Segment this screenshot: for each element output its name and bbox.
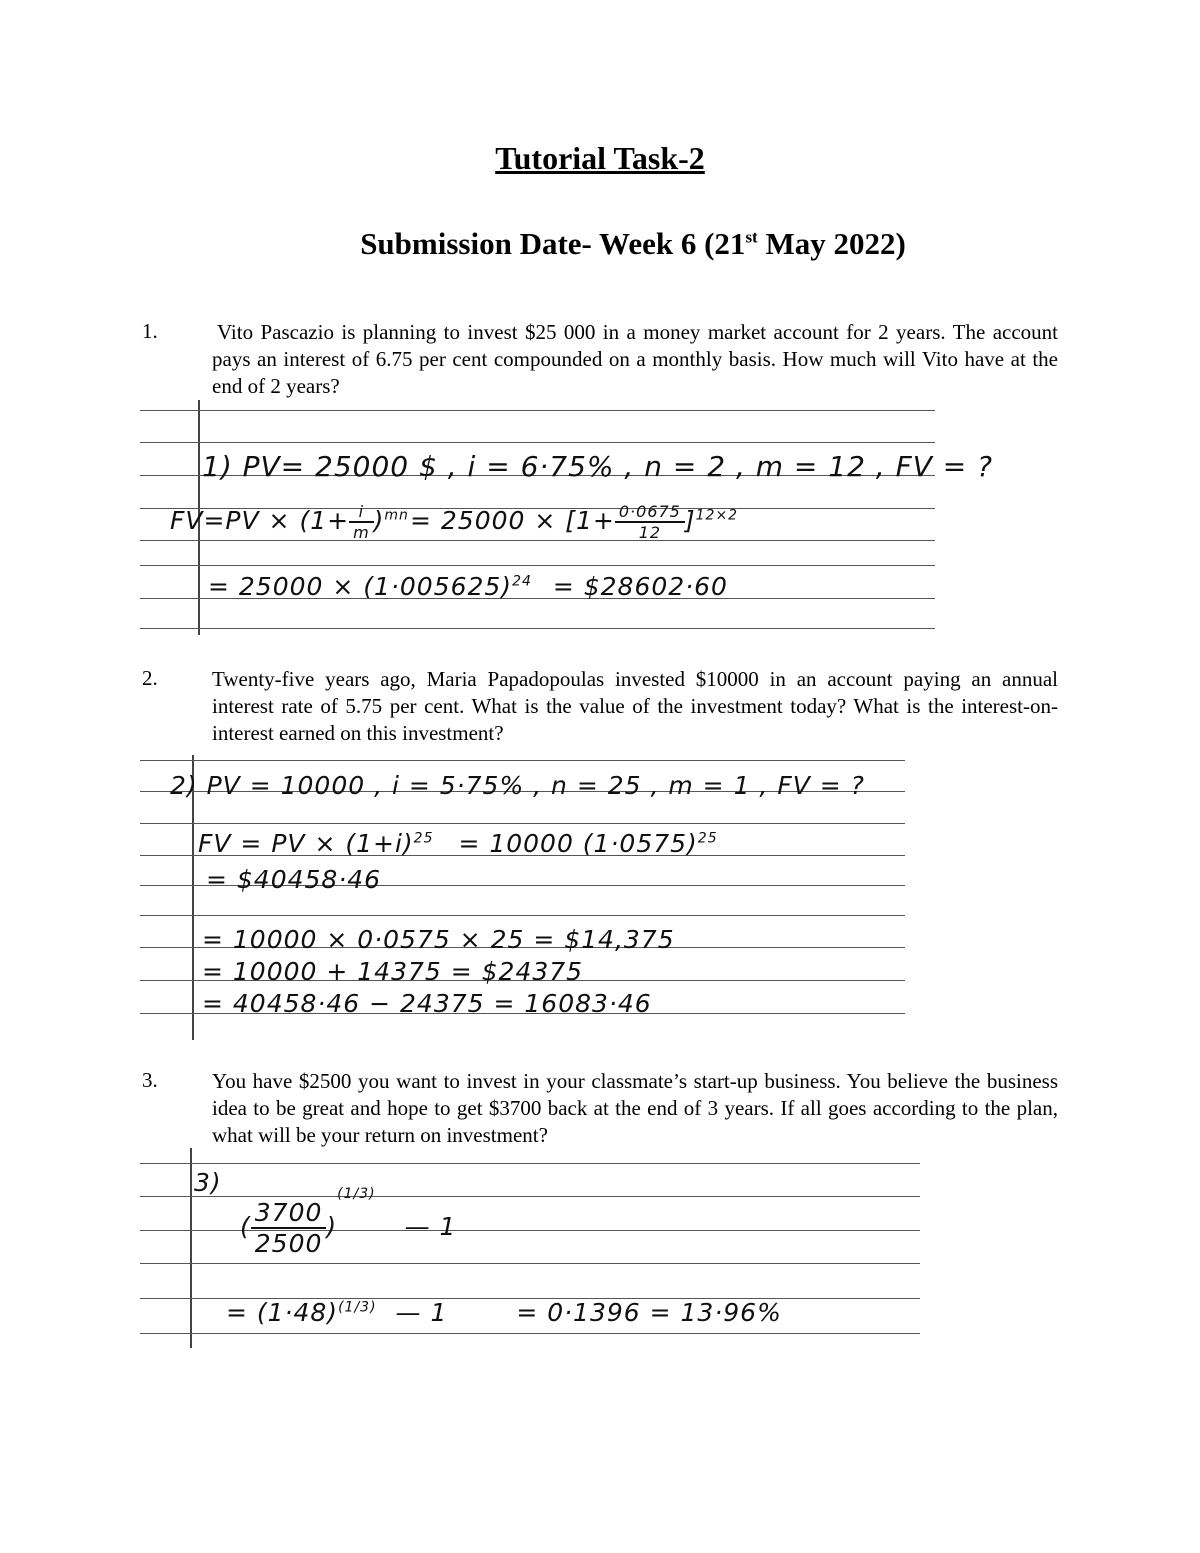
fraction-numerator: i	[349, 502, 374, 523]
exponent: (1/3)	[338, 1299, 377, 1316]
work-1-line-2b: = 25000 × [1+ $\frac{0\cdot 0675}{12}$ ]$^{12\times 2}$	[410, 502, 739, 542]
fraction-denominator: m	[353, 523, 370, 542]
submission-date-suffix: May 2022)	[757, 226, 906, 261]
fraction-numerator: 0·0675	[615, 502, 685, 523]
fraction	[349, 502, 374, 542]
work-1-line-3-text: = 25000 × (1·005625)	[208, 572, 513, 601]
exponent: 25	[697, 830, 718, 847]
submission-date-prefix: Submission Date- Week 6 (21	[360, 226, 746, 261]
work-1-result: = $28602·60	[552, 572, 728, 601]
fraction-denominator: 12	[638, 523, 662, 542]
work-1-line-2a: FV=PV × (1+ $\frac{i}{m}$ )$^{mn}$	[170, 502, 409, 542]
work-2-line-2	[198, 829, 718, 858]
fraction	[251, 1198, 327, 1258]
work-2-line-1: 2) PV = 10000 , i = 5·75% , n = 25 , m = 1 , FV = ?	[170, 771, 865, 800]
minus-one: — 1	[404, 1212, 457, 1241]
work-1-line-1: 1) PV= 25000 $ , i = 6·75% , n = 2 , m = 12 , FV = ?	[202, 450, 993, 483]
exponent: 12×2	[695, 507, 739, 524]
fraction-denominator: 2500	[254, 1229, 323, 1258]
worksheet-1	[140, 400, 993, 635]
page-title: Tutorial Task-2	[495, 140, 705, 176]
work-1-line-2a-text: FV=PV × (1+	[170, 506, 350, 535]
exponent: (1/3)	[337, 1185, 376, 1202]
worksheet-3	[140, 1148, 920, 1348]
work-2-line-4: = 10000 × 0·0575 × 25 = $14,375	[202, 925, 675, 954]
work-2-line-2b-text: = 10000 (1·0575)	[458, 829, 698, 858]
work-2-line-3: = $40458·46	[206, 865, 382, 894]
work-3-line-2-text: = (1·48)	[226, 1298, 339, 1327]
work-3-line-1: ( $\frac{3700}{2500}$ )$^{(1/3)}$ — 1	[240, 1185, 457, 1258]
exponent: mn	[384, 507, 409, 524]
question-2-text: Twenty-five years ago, Maria Papadopoulas invested $10000 in an account paying an annual interest rate of 5.75 per cent. What is the value of the investment today? What is the interest-on-interest earned on this investment?	[212, 667, 1058, 745]
fraction-numerator: 3700	[251, 1198, 327, 1229]
question-2-number: 2.	[142, 666, 158, 690]
exponent: 25	[413, 830, 434, 847]
submission-date	[0, 226, 1200, 262]
question-1-number: 1.	[142, 319, 158, 343]
submission-date-sup: st	[745, 227, 758, 247]
question-3-number: 3.	[142, 1068, 158, 1092]
work-1-line-2b-text: = 25000 × [1+	[410, 506, 615, 535]
question-1-text: Vito Pascazio is planning to invest $25 000 in a money market account for 2 years. The account pays an interest of 6.75 per cent compounded on a monthly basis. How much will Vito have at the end of 2 years?	[212, 320, 1058, 398]
work-1-line-3	[208, 572, 728, 601]
worksheet-2	[140, 755, 905, 1040]
margin-line	[190, 1148, 192, 1348]
work-2-line-2-text: FV = PV × (1+i)	[198, 829, 414, 858]
work-3-line-2	[226, 1298, 782, 1327]
exponent: 24	[512, 573, 532, 590]
work-3-label: 3)	[194, 1168, 222, 1197]
minus-one: — 1	[395, 1298, 448, 1327]
work-2-line-6: = 40458·46 − 24375 = 16083·46	[202, 989, 652, 1018]
question-3-text: You have $2500 you want to invest in your classmate’s start-up business. You believe the business idea to be great and hope to get $3700 back at the end of 3 years. If all goes according to the plan, what will be your return on investment?	[212, 1069, 1058, 1147]
work-3-result: = 0·1396 = 13·96%	[516, 1298, 782, 1327]
work-2-line-5: = 10000 + 14375 = $24375	[202, 957, 584, 986]
fraction	[615, 502, 685, 542]
